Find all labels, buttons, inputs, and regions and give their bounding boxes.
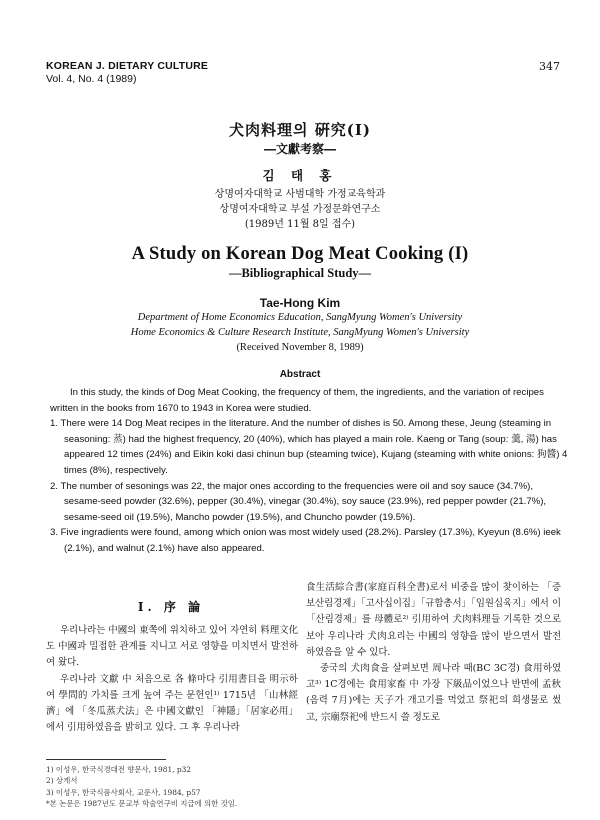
section-heading-introduction: Ⅰ. 序 論: [137, 600, 205, 614]
english-affiliation-2: Home Economics & Culture Research Institute, SangMyung Women's University: [130, 327, 470, 338]
korean-received-date: (1989년 11월 8일 접수): [244, 219, 356, 230]
footnote: 3) 이성우, 한국식품사회사, 교문사, 1984, p57: [46, 787, 201, 797]
footnote: *본 논문은 1987년도 문교부 학술연구비 지급에 의한 것임.: [46, 799, 238, 809]
abstract-body: [50, 385, 570, 557]
body-paragraph: 중국의 犬肉食을 살펴보면 周나라 때(BC 3C경) 食用하였고³⁾ 1C경에는 食用家畜 中 가장 下級品이었으나 반면에 孟秋(음력 7月)에는 天子가 개고기를 먹었고 祭祀의 희생물로 썼고, 宗廟祭祀에 반드시 쓸 정도로: [306, 663, 561, 723]
journal-name: KOREAN J. DIETARY CULTURE: [46, 60, 209, 72]
abstract-intro: In this study, the kinds of Dog Meat Cooking, the frequency of them, the ingredients, and the variation of recipes written in the books from 1670 to 1943 in Korea were studied.: [50, 387, 544, 414]
english-author: Tae-Hong Kim: [259, 296, 341, 310]
english-subtitle: —Bibliographical Study—: [228, 266, 372, 280]
korean-affiliation-1: 상명여자대학교 사범대학 가정교육학과: [214, 189, 386, 200]
english-received-date: (Received November 8, 1989): [236, 342, 364, 353]
abstract-item: 2. The number of sesonings was 22, the major ones according to the frequencies were oil and soy sauce (34.7%), sesame-seed powder (32.6%), pepper (30.4%), vinegar (30.4%), soy sauce (23.9%), red pepper powder (21.7%), sesame-seed oil (19.5%), Mancho powder (19.5%), and Chuncho powder (19.5%).: [50, 480, 547, 523]
abstract-item: 3. Five ingradients were found, among which onion was most widely used (28.2%). Parsley (17.3%), Kyeyun (8.6%) ieek (2.1%), and walnut (2.1%) have also appeared.: [50, 527, 561, 554]
korean-affiliation-2: 상명여자대학교 부설 가정문화연구소: [219, 204, 381, 215]
abstract-heading: Abstract: [279, 369, 321, 380]
footnote: 1) 이성우, 한국식경대전 향문사, 1981, p32: [46, 765, 191, 774]
footnote-divider: [46, 759, 166, 760]
korean-author: 김 태 홍: [262, 168, 338, 183]
footnote: 2) 상게서: [46, 776, 78, 786]
footnotes: [46, 764, 346, 810]
body-column-right: [306, 580, 561, 726]
journal-volume: Vol. 4, No. 4 (1989): [46, 73, 137, 85]
body-column-left: [46, 623, 298, 736]
body-paragraph: 우리나라 文獻 中 처음으로 各 條마다 引用書目을 明示하여 學問的 가치를 크게 높여 주는 문헌인¹⁾ 1715년 「山林經濟」에 「冬瓜蒸犬法」은 中國文獻인 「神隱」「居家必用」에서 引用하였음을 밝히고 있다. 그 후 우리나라: [46, 673, 298, 734]
body-paragraph: 우리나라는 中國의 東쪽에 위치하고 있어 자연히 料理文化도 中國과 밀접한 관계를 지니고 서로 영향을 미치면서 발전하여 왔다.: [46, 625, 298, 669]
abstract-item: 1. There were 14 Dog Meat recipes in the literature. And the number of dishes is 50. Among these, Jeung (steaming in seasoning: 蒸) had the highest frequency, 20 (40%), which has played a main role. Kaeng or Tang (soup: 羹, 湯) has appeared 12 times (24%) and Eikin koki dasi chinun bup (steaming twice), Kujang (steaming with white onions: 狗醬) 4 times (8%), respectively.: [50, 418, 568, 476]
english-affiliation-1: Department of Home Economics Education, SangMyung Women's University: [137, 312, 463, 323]
page-number: 347: [539, 60, 560, 73]
korean-subtitle: ―文獻考察―: [263, 142, 336, 156]
korean-title: 犬肉料理의 硏究(Ⅰ): [229, 121, 371, 139]
english-title: A Study on Korean Dog Meat Cooking (I): [131, 244, 469, 264]
journal-header: [46, 60, 208, 86]
body-paragraph: 食生活綜合書(家庭百科全書)로서 비중을 많이 찾이하는 「증보산림경제」「고사십이집」「규합총서」「임원십육지」에서 이 「산림경제」를 母體로²⁾ 引用하여 犬肉料理들 기록한 것으로 보아 우리나라 犬肉요리는 中國의 영향을 많이 받으면서 발전하였음을 알 수 있다.: [306, 582, 561, 658]
